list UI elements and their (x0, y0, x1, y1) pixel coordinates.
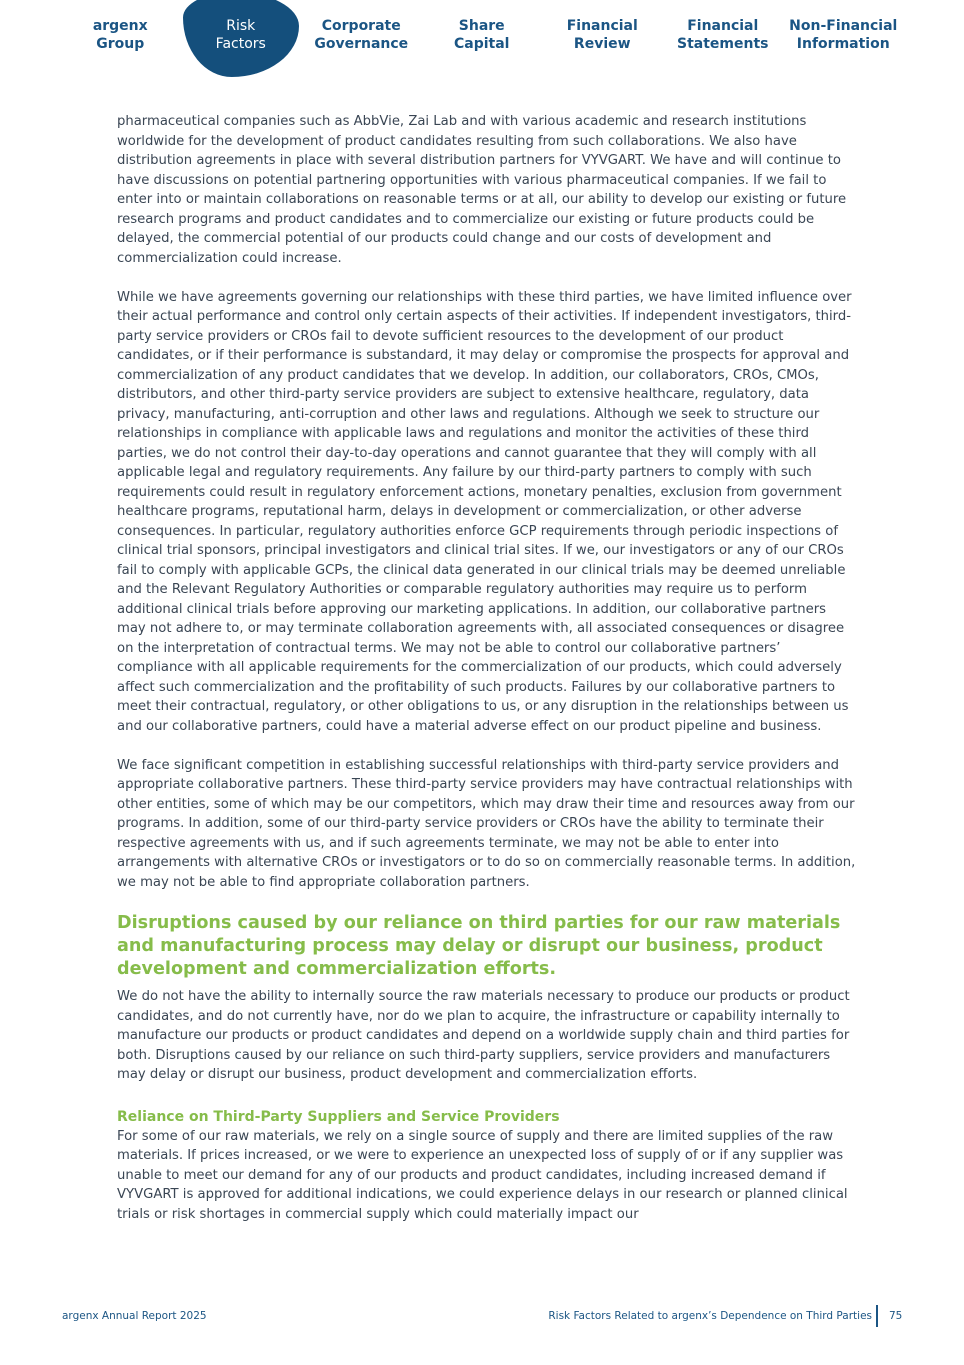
nav-tab-label-line2: Information (796, 36, 890, 52)
nav-tab-label-line2: Group (96, 36, 145, 52)
nav-tab-label-line2: Governance (314, 36, 409, 52)
nav-tab-label-line1: Corporate (321, 18, 401, 34)
nav-tab-label (567, 17, 638, 53)
nav-tab-label-line2: Statements (677, 36, 769, 52)
top-navigation (60, 0, 904, 80)
nav-tab-label-line2: Factors (215, 36, 266, 52)
subsection-heading: Reliance on Third-Party Suppliers and Service Providers (117, 1108, 560, 1125)
nav-tab-financial-statements[interactable] (663, 0, 784, 80)
section-heading: Disruptions caused by our reliance on third parties for our raw materials and manufacturing process may delay or disrupt our business, product development and commercialization efforts. (117, 913, 841, 979)
nav-tab-label-line1: Financial (566, 18, 638, 34)
body-paragraph-1: pharmaceutical companies such as AbbVie, Zai Lab and with various academic and research institutions worldwide for the development of product candidates resulting from such collaborations. We also have distribution agreements in place with several distribution partners for VYVGART. We have and will continue to have discussions on potential partnering opportunities with various pharmaceutical companies. If we fail to enter into or maintain collaborations on reasonable terms or at all, our ability to develop our existing or future research programs and product candidates and to commercialize our existing or future products could be delayed, the commercial potential of our products could change and our costs of development and commercialization could increase. (117, 114, 847, 266)
report-title: argenx Annual Report 2025 (62, 1310, 207, 1322)
nav-tab-label-line1: Financial (687, 18, 759, 34)
nav-tab-label (454, 17, 509, 53)
nav-tab-label-line1: argenx (92, 18, 148, 34)
nav-tab-label-line1: Non-Financial (789, 18, 898, 34)
nav-tab-label-line1: Share (458, 18, 505, 34)
body-paragraph-4: We do not have the ability to internally source the raw materials necessary to produce our products or product candidates, and do not currently have, nor do we plan to acquire, the infrastructure or capability internally to manufacture our products or product candidates and depend on a worldwide supply chain and third parties for both. Disruptions caused by our reliance on such third-party suppliers, service providers and manufacturers may delay or disrupt our business, product development and commercialization efforts. (117, 989, 850, 1082)
nav-tab-label (789, 17, 897, 53)
nav-tab-risk-factors[interactable] (181, 0, 302, 80)
nav-tab-label-line2: Capital (454, 36, 510, 52)
body-paragraph-2: While we have agreements governing our relationships with these third parties, we have limited influence over their actual performance and control only certain aspects of their activities. If independent investigators, third-party service providers or CROs fail to devote sufficient resources to the development of our product candidates, or if their performance is substandard, it may delay or compromise the prospects for approval and commercialization of any product candidates that we develop. In addition, our collaborators, CROs, CMOs, distributors, and other third-party service providers are subject to extensive healthcare, regulatory, data privacy, manufacturing, anti-corruption and other laws and regulations. Although we seek to structure our relationships in compliance with applicable laws and regulations and monitor the activities of these third parties, we do not control their day-to-day operations and cannot guarantee that they will comply with all applicable legal and regulatory requirements. Any failure by our third-party partners to comply with such requirements could result in regulatory enforcement actions, monetary penalties, exclusion from government healthcare programs, reputational harm, delays in development or commercialization, or other adverse consequences. In particular, regulatory authorities enforce GCP requirements through periodic inspections of clinical trial sponsors, principal investigators and clinical trial sites. If we, our investigators or any of our CROs fail to comply with applicable GCPs, the clinical data generated in our clinical trials may be deemed unreliable and the Relevant Regulatory Authorities or comparable regulatory authorities may require us to perform additional clinical trials before approving our marketing applications. In addition, our collaborative partners may not adhere to, or may terminate collaboration agreements with, all associated consequences or disagree on the interpretation of contractual terms. We may not be able to control our collaborative partners’ compliance with all applicable requirements for the commercialization of our products, which could adversely affect such commercialization and the profitability of such products. Failures by our collaborative partners to meet their contractual, regulatory, or other obligations to us, or any disruption in the relationships between us and our collaborative partners, could have a material adverse effect on our product pipeline and business. (117, 289, 852, 734)
nav-tab-non-financial-information[interactable] (783, 0, 904, 80)
nav-tab-label (677, 17, 769, 53)
body-paragraph-3: We face significant competition in establishing successful relationships with third-party service providers and appropriate collaborative partners. These third-party service providers may have contractual relationships with other entities, some of which may be our competitors, which may draw their time and resources away from our programs. In addition, some of our third-party service providers or CROs have the ability to terminate their respective agreements with us, and if such agreements terminate, we may not be able to enter into arrangements with alternative CROs or investigators or to do so on commercially reasonable terms. In addition, we may not be able to find appropriate collaboration partners. (117, 757, 856, 890)
nav-tab-label-line2: Review (573, 36, 631, 52)
nav-tab-label (216, 17, 266, 53)
nav-tab-argenx-group[interactable] (60, 0, 181, 80)
page-footer (0, 1305, 964, 1329)
nav-tab-share-capital[interactable] (422, 0, 543, 80)
nav-tab-corporate-governance[interactable] (301, 0, 422, 80)
nav-tab-label (93, 17, 148, 53)
footer-divider (876, 1305, 878, 1327)
section-title: Risk Factors Related to argenx’s Dependence on Third Parties (548, 1310, 872, 1322)
nav-tab-financial-review[interactable] (542, 0, 663, 80)
nav-tab-label (314, 17, 408, 53)
page-number: 75 (889, 1310, 903, 1322)
body-paragraph-5: For some of our raw materials, we rely on a single source of supply and there are limited supplies of the raw materials. If prices increased, or we were to experience an unexpected loss of supply of or if any supplier was unable to meet our demand for any of our products and product candidates, including increased demand if VYVGART is approved for additional indications, we could experience delays in our research or planned clinical trials or risk shortages in commercial supply which could materially impact our (117, 1128, 848, 1222)
main-content (117, 112, 857, 1224)
nav-tab-label-line1: Risk (226, 18, 256, 34)
